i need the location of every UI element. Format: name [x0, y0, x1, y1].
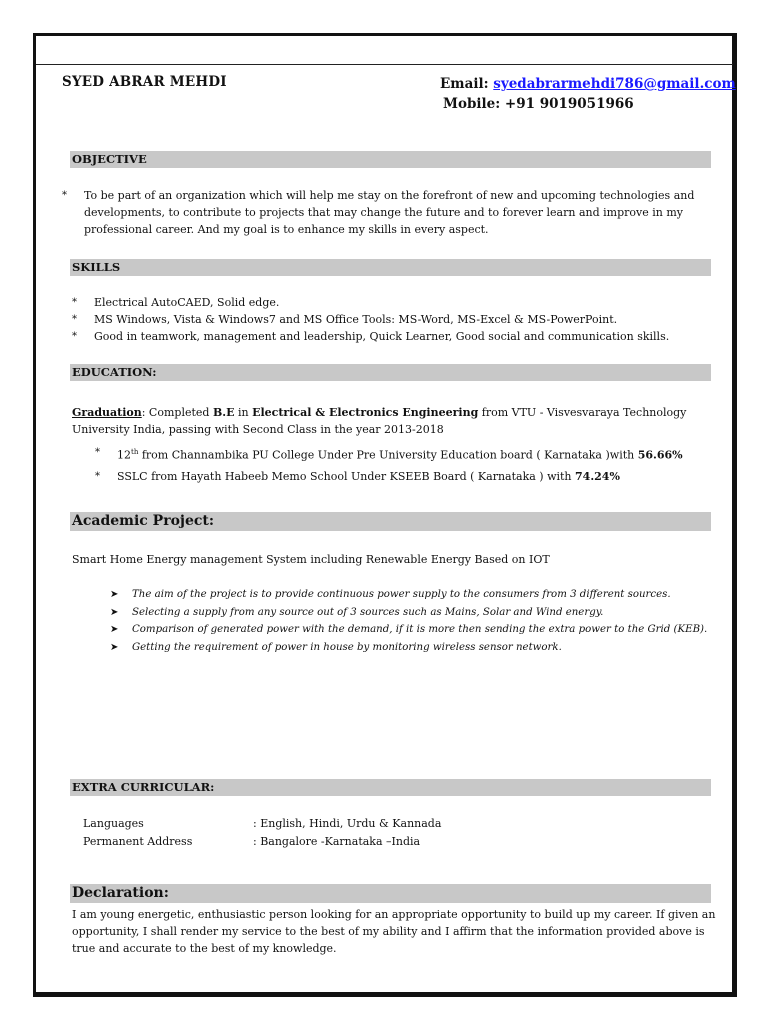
- extra-key: Languages: [83, 817, 144, 830]
- declaration-heading: Declaration:: [70, 884, 711, 903]
- graduation-label: Graduation: [72, 406, 142, 419]
- puc-percentage: 56.66%: [637, 448, 683, 462]
- mobile-line: Mobile: +91 9019051966: [443, 96, 634, 112]
- email-line: [440, 74, 736, 94]
- email-link[interactable]: syedabrarmehdi786@gmail.com: [493, 76, 736, 92]
- project-point: ➤ Comparison of generated power with the demand, if it is more then sending the extra power to the Grid (KEB).: [110, 621, 720, 639]
- skill-item: * Electrical AutoCAED, Solid edge.: [72, 294, 712, 311]
- objective-heading: OBJECTIVE: [70, 151, 711, 168]
- sslc-item: [95, 468, 715, 485]
- degree: B.E: [212, 406, 235, 419]
- project-heading: Academic Project:: [70, 512, 711, 531]
- extra-table: [83, 815, 441, 850]
- header-rule: [36, 64, 733, 65]
- education-heading: EDUCATION:: [70, 364, 711, 381]
- sslc-text: SSLC from Hayath Habeeb Memo School Under KSEEB Board ( Karnataka ) with: [117, 469, 576, 483]
- skill-item: * MS Windows, Vista & Windows7 and MS Office Tools: MS-Word, MS-Excel & MS-PowerPoint.: [72, 311, 712, 328]
- graduation-paragraph: [72, 404, 712, 438]
- graduation-in: in: [234, 406, 253, 419]
- email-label: Email:: [440, 76, 494, 92]
- objective-item: * To be part of an organization which will help me stay on the forefront of new and upcoming technologies and developments, to contribute to projects that may change the future and to forever learn and improve in my professional career. And my goal is to enhance my skills in every aspect.: [62, 187, 702, 238]
- contact-block: [440, 74, 736, 114]
- project-point: ➤ Selecting a supply from any source out of 3 sources such as Mains, Solar and Wind energy.: [110, 604, 720, 622]
- graduation-post: from VTU - Visvesvaraya Technology University India, passing with Second Class in the year 2013-2018: [72, 406, 687, 436]
- branch: Electrical & Electronics Engineering: [252, 406, 479, 419]
- puc-item: [95, 444, 715, 464]
- skills-list: [72, 294, 712, 345]
- extra-value: : Bangalore -Karnataka –India: [253, 834, 421, 848]
- project-point: ➤ Getting the requirement of power in house by monitoring wireless sensor network.: [110, 639, 720, 657]
- puc-sup: th: [131, 448, 139, 456]
- extra-key: Permanent Address: [83, 834, 193, 848]
- education-list: [95, 444, 715, 489]
- skills-heading: SKILLS: [70, 259, 711, 276]
- objective-list: [62, 187, 702, 238]
- extra-row-address: [83, 833, 441, 851]
- project-points: [110, 586, 720, 656]
- puc-text: from Channambika PU College Under Pre University Education board ( Karnataka )with: [138, 448, 638, 462]
- puc-num: 12: [117, 448, 131, 462]
- graduation-pre: : Completed: [141, 406, 213, 419]
- declaration-text: I am young energetic, enthusiastic person looking for an appropriate opportunity to build up my career. If given an opportunity, I shall render my service to the best of my ability and I affirm that the information provided above is true and accurate to the best of my knowledge.: [72, 908, 716, 955]
- extra-row-languages: [83, 815, 441, 833]
- extra-value: : English, Hindi, Urdu & Kannada: [253, 817, 442, 830]
- extra-heading: EXTRA CURRICULAR:: [70, 779, 711, 796]
- candidate-name: SYED ABRAR MEHDI: [62, 74, 227, 90]
- skill-item: * Good in teamwork, management and leadership, Quick Learner, Good social and communication skills.: [72, 328, 712, 345]
- sslc-percentage: 74.24%: [575, 469, 620, 483]
- project-point: ➤ The aim of the project is to provide continuous power supply to the consumers from 3 different sources.: [110, 586, 720, 604]
- project-title: Smart Home Energy management System including Renewable Energy Based on IOT: [72, 553, 550, 566]
